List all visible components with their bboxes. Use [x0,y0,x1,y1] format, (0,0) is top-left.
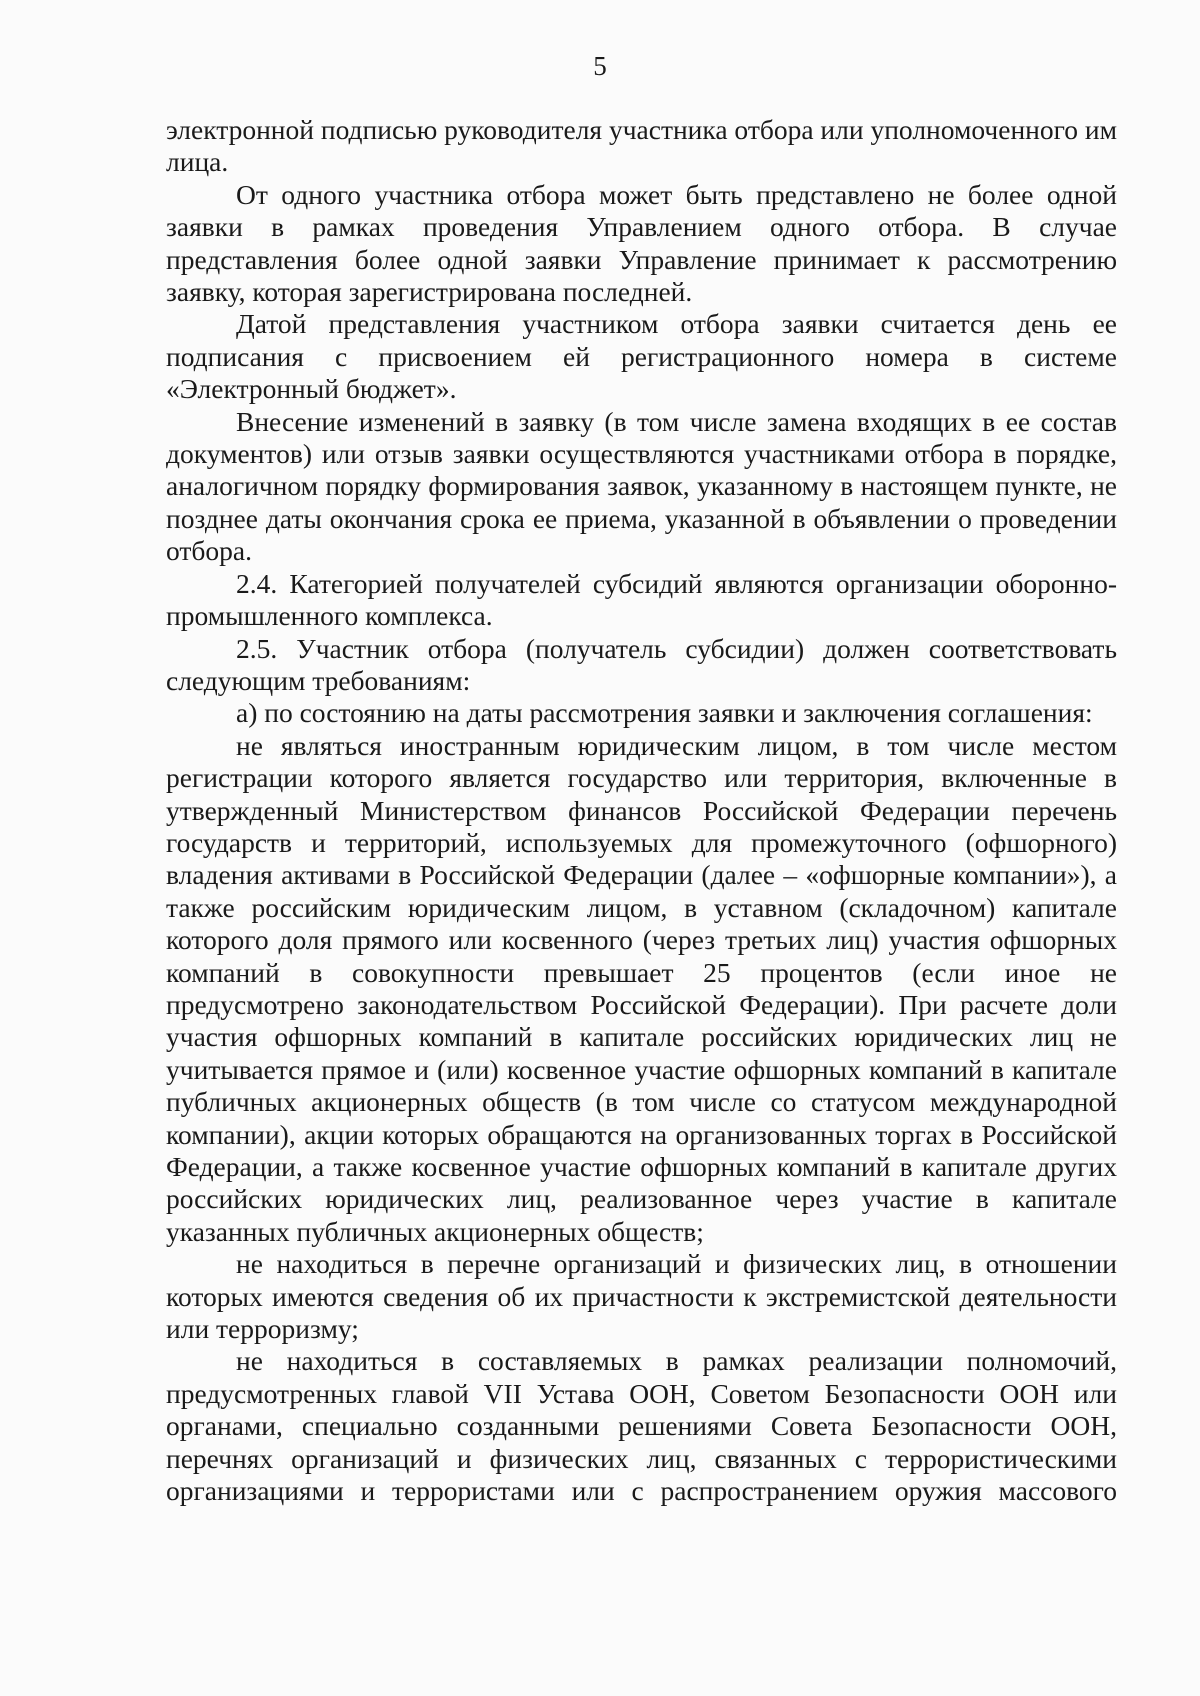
paragraph-single-application: От одного участника отбора может быть представлено не более одной заявки в рамках проведения Управлением одного отбора. В случае представления более одной заявки Управление принимает к рассмотрению заявку, которая зарегистрирована последней. [166,178,1117,308]
paragraph-extremism-requirement: не находиться в перечне организаций и физических лиц, в отношении которых имеются сведения об их причастности к экстремистской деятельности или терроризму; [166,1248,1117,1345]
paragraph-2-4-category: 2.4. Категорией получателей субсидий являются организации оборонно-промышленного комплекса. [166,567,1117,632]
document-body [166,114,1117,1507]
paragraph-requirement-a: а) по состоянию на даты рассмотрения заявки и заключения соглашения: [236,697,1093,729]
page-number: 5 [593,51,607,81]
paragraph-2-5-requirements: 2.5. Участник отбора (получатель субсидии) должен соответствовать следующим требованиям: [166,632,1117,696]
paragraph-submission-date: Датой представления участником отбора заявки считается день ее подписания с присвоением ей регистрационного номера в системе «Электронный бюджет». [166,308,1117,405]
paragraph-application-changes: Внесение изменений в заявку (в том числе замена входящих в ее состав документов) или отзыв заявки осуществляются участниками отбора в порядке, аналогичном порядку формирования заявок, указанному в настоящем пункте, не позднее даты окончания срока ее приема, указанной в объявлении о проведении отбора. [166,405,1117,567]
paragraph-continuation: электронной подписью руководителя участника отбора или уполномоченного им лица. [166,114,1117,178]
paragraph-un-sanctions-requirement: не находиться в составляемых в рамках реализации полномочий, предусмотренных главой VII Устава ООН, Советом Безопасности ООН или органами, специально созданными решениями Совета Безопасности ООН, перечнях организаций и физических лиц, связанных с террористическими организациями и террористами или с распространением оружия массового [166,1345,1117,1507]
paragraph-offshore-requirement: не являться иностранным юридическим лицом, в том числе местом регистрации которого является государство или территория, включенные в утвержденный Министерством финансов Российской Федерации перечень государств и территорий, используемых для промежуточного (офшорного) владения активами в Российской Федерации (далее – «офшорные компании»), а также российским юридическим лицом, в уставном (складочном) капитале которого доля прямого или косвенного (через третьих лиц) участия офшорных компаний в совокупности превышает 25 процентов (если иное не предусмотрено законодательством Российской Федерации). При расчете доли участия офшорных компаний в капитале российских юридических лиц не учитывается прямое и (или) косвенное участие офшорных компаний в капитале публичных акционерных обществ (в том числе со статусом международной компании), акции которых обращаются на организованных торгах в Российской Федерации, а также косвенное участие офшорных компаний в капитале других российских юридических лиц, реализованное через участие в капитале указанных публичных акционерных обществ; [166,729,1117,1247]
